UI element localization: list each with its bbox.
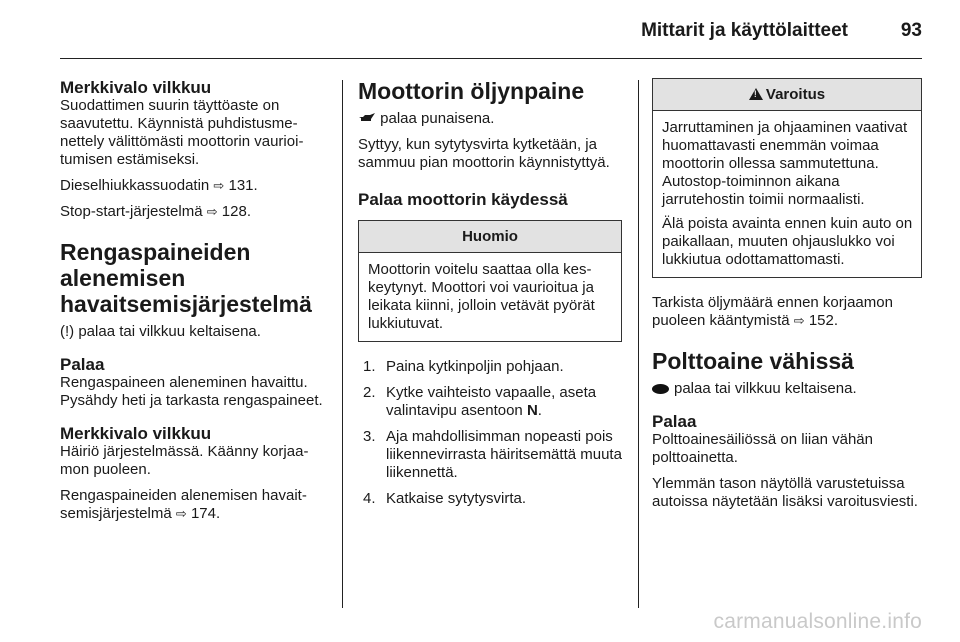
cross-reference: Stop-start-järjestelmä ⇨ 128. xyxy=(60,203,251,220)
oil-can-icon xyxy=(358,110,376,128)
notice-box xyxy=(358,220,622,342)
column-1 xyxy=(60,78,328,531)
section-title: Rengaspaineiden alenemisen havaitsemisjärjestelmä xyxy=(60,239,312,317)
page-ref-icon: ⇨ xyxy=(213,178,225,193)
paragraph: Häiriö järjestelmässä. Käänny korjaamon puoleen. xyxy=(60,443,309,478)
paragraph: Syttyy, kun sytytysvirta kytketään, ja sammuu pian moottorin käynnistyttyä. xyxy=(358,136,610,171)
list-item: 4. Katkaise sytytysvirta. xyxy=(363,490,527,507)
warning-icon xyxy=(749,88,763,100)
subheading: Palaa moottorin käydessä xyxy=(358,190,568,209)
warning-text: Älä poista avainta ennen kuin auto on paikallaan, muuten ohjauslukko voi lukkiutua odottamattomasti. xyxy=(662,215,913,268)
page-header xyxy=(0,0,960,60)
notice-heading: Huomio xyxy=(359,221,621,253)
page-ref-icon: ⇨ xyxy=(175,506,187,521)
warning-heading: !Varoitus xyxy=(653,79,921,111)
section-title: Moottorin öljynpaine xyxy=(358,78,585,104)
fuel-indicator-icon xyxy=(652,384,669,394)
section-heading: Palaa xyxy=(60,355,105,374)
warning-box xyxy=(652,78,922,278)
column-3 xyxy=(652,78,922,519)
cross-reference: Rengaspaineiden alenemisen havaitsemisjärjestelmä ⇨ 174. xyxy=(60,487,307,522)
tire-pressure-icon: (!) xyxy=(60,323,75,340)
paragraph: palaa tai vilkkuu keltaisena. xyxy=(652,380,922,398)
section-heading: Merkkivalo vilkkuu xyxy=(60,424,212,443)
column-2 xyxy=(358,78,622,516)
header-divider xyxy=(60,58,922,59)
paragraph: Polttoainesäiliössä on liian vähän polttoainetta. xyxy=(652,431,873,466)
steps-list xyxy=(358,358,622,508)
list-item: 3. Aja mahdollisimman nopeasti pois liikennevirrasta häiritsemättä muuta liikennettä. xyxy=(363,428,622,481)
column-divider-1 xyxy=(342,80,343,608)
paragraph: palaa punaisena. xyxy=(358,110,622,128)
column-divider-2 xyxy=(638,80,639,608)
paragraph: (!) palaa tai vilkkuu keltaisena. xyxy=(60,323,261,340)
section-heading: Merkkivalo vilkkuu xyxy=(60,78,212,97)
cross-reference: Tarkista öljymäärä ennen korjaamon puoleen kääntymistä ⇨ 152. xyxy=(652,294,893,329)
section-title: Polttoaine vähissä xyxy=(652,348,854,374)
paragraph: Rengaspaineen aleneminen havaittu. Pysähdy heti ja tarkasta rengaspaineet. xyxy=(60,374,323,409)
paragraph: Ylemmän tason näytöllä varustetuissa autoissa näytetään lisäksi varoitusviesti. xyxy=(652,475,918,510)
page-number: 93 xyxy=(900,20,922,41)
section-heading: Palaa xyxy=(652,412,697,431)
header-title: Mittarit ja käyttölaitteet xyxy=(641,20,848,41)
list-item: 1. Paina kytkinpoljin pohjaan. xyxy=(363,358,564,375)
cross-reference: Dieselhiukkassuodatin ⇨ 131. xyxy=(60,177,258,194)
page-ref-icon: ⇨ xyxy=(206,204,218,219)
warning-text: Jarruttaminen ja ohjaaminen vaativat huomattavasti enemmän voimaa moottorin ollessa sammutettuna. Autostop-toiminnon aikana jarrutehostin toimii normaalisti. xyxy=(662,119,908,208)
notice-text: Moottorin voitelu saattaa olla keskeytynyt. Moottori voi vaurioitua ja leikata kiinni, jolloin vetävät pyörät lukkiutuvat. xyxy=(368,261,595,332)
page-ref-icon: ⇨ xyxy=(793,313,805,328)
list-item: 2. Kytke vaihteisto vapaalle, aseta valintavipu asentoon N. xyxy=(363,384,597,419)
watermark: carmanualsonline.info xyxy=(713,610,922,633)
paragraph: Suodattimen suurin täyttöaste on saavutettu. Käynnistä puhdistusmenettely välittömästi moottorin vaurioitumisen estämiseksi. xyxy=(60,97,304,168)
